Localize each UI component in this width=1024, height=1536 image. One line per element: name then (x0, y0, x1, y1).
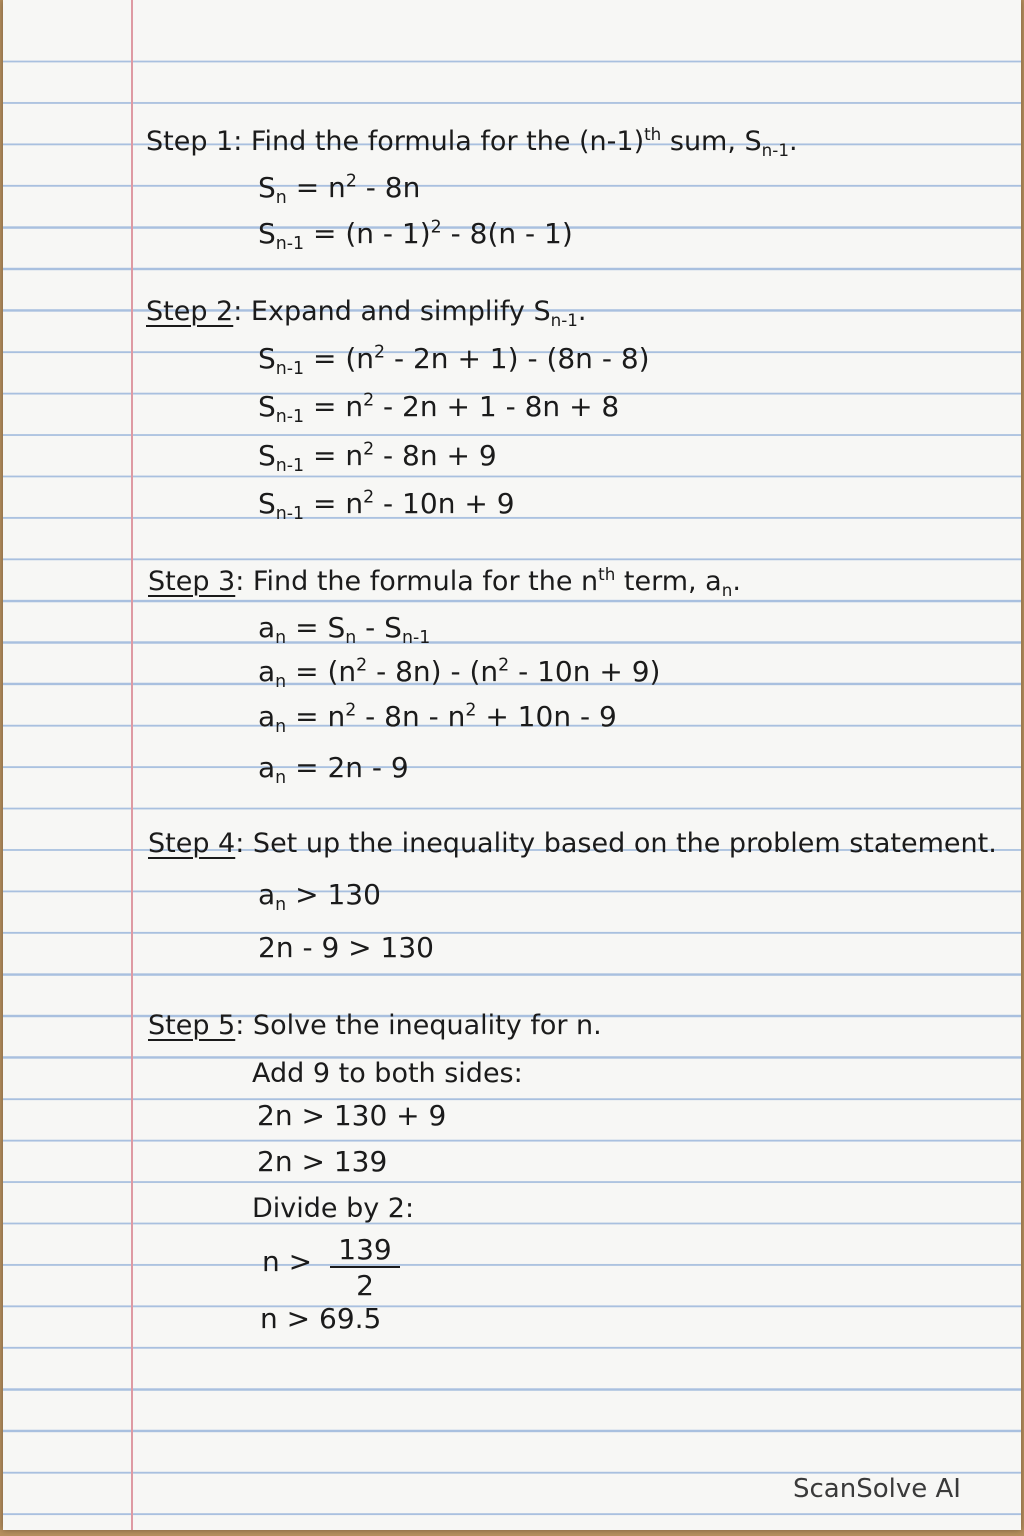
step2-line4: $S_{n-1} = n^2 - 10n + 9$ (258, 487, 515, 525)
fraction-denominator: 2 (356, 1269, 374, 1302)
notebook-page (3, 0, 1021, 1530)
step5-line4: Divide by 2: (252, 1193, 415, 1224)
step5-fraction-lhs: n > (262, 1245, 313, 1278)
step3-line1: $a_n = S_n - S_{n-1}$ (258, 611, 431, 649)
step5-line6: n > 69.5 (260, 1302, 382, 1335)
step4-line1: $a_n > 130$ (258, 878, 381, 916)
step2-line1: $S_{n-1} = (n^2 - 2n + 1) - (8n - 8)$ (258, 342, 650, 380)
step3-line2: $a_n = (n^2 - 8n) - (n^2 - 10n + 9)$ (258, 655, 661, 693)
step5-heading: Step 5: Solve the inequality for n. (148, 1010, 602, 1041)
step5-line3: 2n > 139 (257, 1145, 388, 1178)
step5-line1: Add 9 to both sides: (252, 1058, 523, 1089)
step2-heading: Step 2: Expand and simplify $S_{n-1}$. (146, 296, 587, 330)
fraction-bar (330, 1266, 400, 1268)
step2-line2: $S_{n-1} = n^2 - 2n + 1 - 8n + 8$ (258, 390, 620, 428)
step1-heading: Step 1: Find the formula for the $(n-1)^{th}$ sum, $S_{n-1}$. (146, 123, 798, 160)
step4-heading: Step 4: Set up the inequality based on the problem statement. (148, 828, 997, 859)
step5-line2: 2n > 130 + 9 (257, 1099, 447, 1132)
fraction-numerator: 139 (338, 1233, 392, 1266)
step2-line3: $S_{n-1} = n^2 - 8n + 9$ (258, 439, 497, 477)
step1-line1: $S_n = n^2 - 8n$ (258, 171, 421, 209)
step3-line3: $a_n = n^2 - 8n - n^2 + 10n - 9$ (258, 700, 617, 738)
step3-line4: $a_n = 2n - 9$ (258, 751, 409, 789)
step3-heading: Step 3: Find the formula for the $n^{th}$ term, $a_n$. (148, 563, 741, 600)
step4-line2: 2n - 9 > 130 (258, 931, 434, 964)
step1-line2: $S_{n-1} = (n - 1)^2 - 8(n - 1)$ (258, 217, 573, 255)
scansolve-watermark: ScanSolve AI (793, 1474, 961, 1504)
red-margin-line (131, 0, 133, 1530)
